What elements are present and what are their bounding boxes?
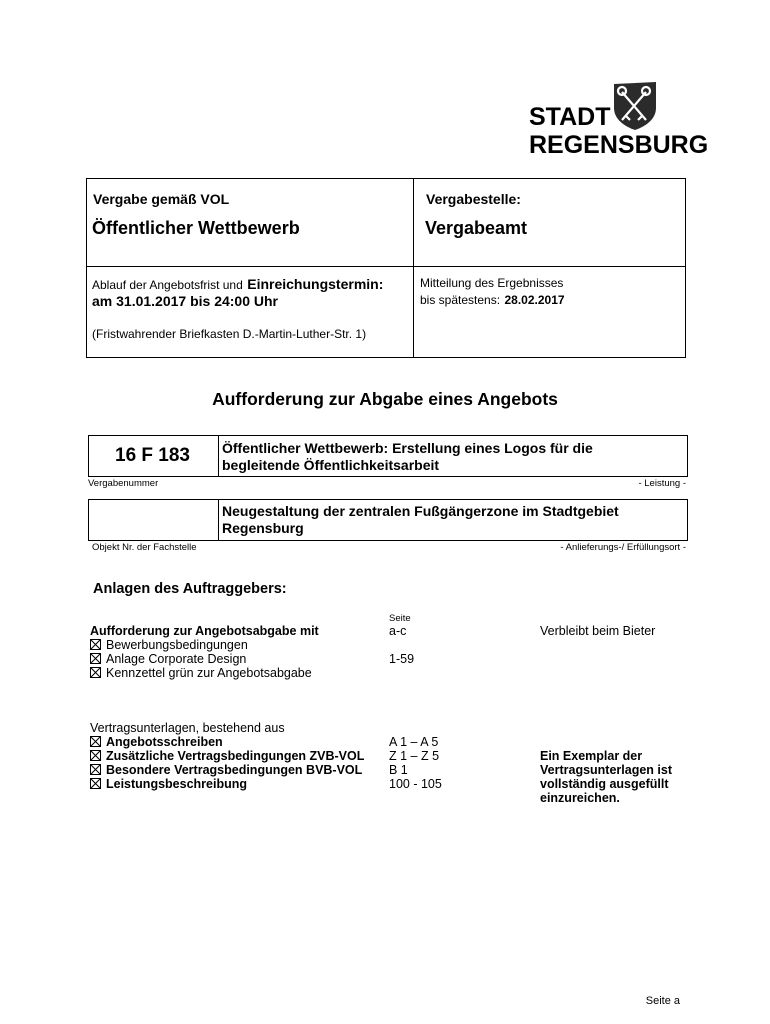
item-label: Kennzettel grün zur Angebotsabgabe	[106, 666, 312, 680]
ort-line1: Neugestaltung der zentralen Fußgängerzone im Stadtgebiet	[222, 503, 619, 519]
checkbox-checked-icon	[90, 764, 101, 775]
checkbox-checked-icon	[90, 736, 101, 747]
objekt-label: Objekt Nr. der Fachstelle	[92, 542, 197, 553]
group2-title: Vertragsunterlagen, bestehend aus	[90, 721, 285, 735]
checkbox-checked-icon	[90, 639, 101, 650]
group2-item-1	[90, 735, 223, 749]
item-label: Bewerbungsbedingungen	[106, 638, 248, 652]
item-label: Besondere Vertragsbedingungen BVB-VOL	[106, 763, 363, 777]
item-label: Leistungsbeschreibung	[106, 777, 247, 791]
briefkasten-note: (Fristwahrender Briefkasten D.-Martin-Luther-Str. 1)	[92, 327, 367, 341]
leistung-line2: begleitende Öffentlichkeitsarbeit	[222, 457, 440, 473]
mitteilung-line2	[420, 291, 565, 309]
group2-item-4-page: 100 - 105	[389, 777, 442, 791]
vergabestelle-value: Vergabeamt	[425, 218, 528, 238]
group1-title-page: a-c	[389, 624, 407, 638]
group1-item-2-page: 1-59	[389, 652, 415, 666]
vergabenummer: 16 F 183	[115, 445, 190, 466]
mitteilung-prefix: bis spätestens:	[420, 293, 501, 307]
group1-item-1	[90, 638, 248, 652]
vergabe-value: Öffentlicher Wettbewerb	[92, 218, 300, 238]
frist-date: am 31.01.2017 bis 24:00 Uhr	[92, 293, 279, 309]
vergabe-label: Vergabe gemäß VOL	[93, 191, 230, 207]
seite-header: Seite	[389, 613, 411, 624]
group2-note-4: einzureichen.	[540, 791, 620, 805]
checkbox-checked-icon	[90, 778, 101, 789]
checkbox-checked-icon	[90, 667, 101, 678]
group2-item-2-page: Z 1 – Z 5	[389, 749, 440, 763]
logo-line-stadt: STADT	[529, 103, 611, 131]
group2-note-3: vollständig ausgefüllt	[540, 777, 669, 791]
item-label: Angebotsschreiben	[106, 735, 223, 749]
vergabestelle-label: Vergabestelle:	[426, 191, 521, 207]
anlagen-heading: Anlagen des Auftraggebers:	[93, 581, 287, 597]
item-label: Zusätzliche Vertragsbedingungen ZVB-VOL	[106, 749, 365, 763]
mitteilung-date: 28.02.2017	[504, 293, 565, 307]
group1-item-2	[90, 652, 246, 666]
page-number: Seite a	[645, 995, 680, 1007]
leistung-line1: Öffentlicher Wettbewerb: Erstellung eines Logos für die	[222, 440, 593, 456]
group2-note-2: Vertragsunterlagen ist	[540, 763, 672, 777]
group2-item-4	[90, 777, 247, 791]
group2-item-1-page: A 1 – A 5	[389, 735, 439, 749]
frist-prefix: Ablauf der Angebotsfrist und	[92, 278, 243, 292]
group2-item-2	[90, 749, 364, 763]
item-label: Anlage Corporate Design	[106, 652, 247, 666]
group1-title: Aufforderung zur Angebotsabgabe mit	[90, 624, 319, 638]
page-title: Aufforderung zur Abgabe eines Angebots	[212, 389, 558, 409]
city-crest-icon	[612, 80, 658, 130]
frist-bold: Einreichungstermin:	[247, 276, 384, 292]
group2-note-1: Ein Exemplar der	[540, 749, 643, 763]
group2-item-3-page: B 1	[389, 763, 408, 777]
frist-line	[92, 276, 383, 294]
checkbox-checked-icon	[90, 750, 101, 761]
leistung-label: - Leistung -	[638, 478, 686, 489]
group1-note: Verbleibt beim Bieter	[540, 624, 656, 638]
ort-label: - Anlieferungs-/ Erfüllungsort -	[560, 542, 686, 553]
vergabenummer-label: Vergabenummer	[88, 478, 159, 489]
logo-line-regensburg: REGENSBURG	[529, 131, 709, 159]
mitteilung-line1: Mitteilung des Ergebnisses	[420, 276, 564, 290]
checkbox-checked-icon	[90, 653, 101, 664]
ort-line2: Regensburg	[222, 520, 304, 536]
group1-item-3	[90, 666, 312, 680]
group2-item-3	[90, 763, 362, 777]
